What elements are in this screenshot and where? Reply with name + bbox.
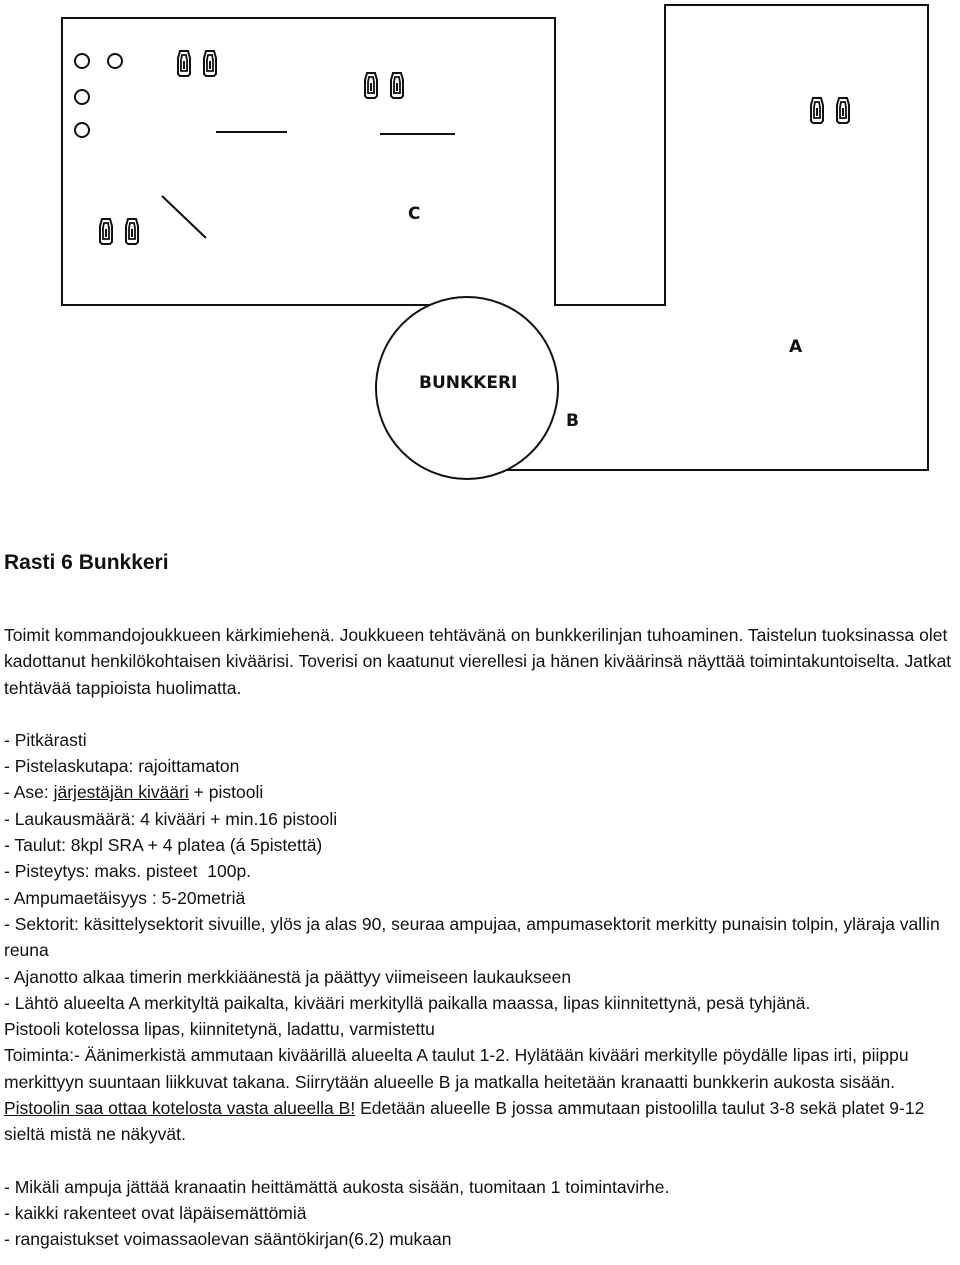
rule-max-score: - Pisteytys: maks. pisteet 100p. <box>4 861 252 882</box>
rule-weapon <box>4 779 954 805</box>
weapon-suffix: + pistooli <box>188 782 264 803</box>
zone-b-label: B <box>566 411 579 431</box>
zone-c-label: C <box>408 204 421 224</box>
weapon-underlined: järjestäjän kivääri <box>53 782 189 803</box>
rule-pistol: Pistooli kotelossa lipas, kiinnitetynä, ladattu, varmistettu <box>4 1019 435 1040</box>
weapon-prefix: - Ase: <box>4 782 54 803</box>
procedure-part3: Edetään alueelle B jossa ammutaan pistoolilla taulut 3-8 sekä platet 9-12 sieltä mistä ne näkyvät. <box>4 1098 925 1145</box>
penalty-rulebook: - rangaistukset voimassaolevan sääntökirjan(6.2) mukaan <box>4 1229 452 1250</box>
penalty-grenade: - Mikäli ampuja jättää kranaatin heittämättä aukosta sisään, tuomitaan 1 toimintavirhe. <box>4 1176 670 1197</box>
rule-start: - Lähtö alueelta A merkityltä paikalta, kivääri merkityllä paikalla maassa, lipas kiinnitettynä, pesä tyhjänä. <box>4 992 811 1013</box>
intro-text: Toimit kommandojoukkueen kärkimiehenä. Joukkueen tehtävänä on bunkkerilinjan tuhoaminen. Taistelun tuoksinassa olet kadottanut henkilökohtaisen kiväärisi. Toverisi on kaatunut vierellesi ja hänen kiväärinsä näyttää toimintakuntoiselta. Jatkat tehtävää tappioista huolimatta. <box>4 625 952 698</box>
bunker-label: BUNKKERI <box>419 373 518 393</box>
procedure-underlined: Pistoolin saa ottaa kotelosta vasta alueella B! <box>4 1098 356 1119</box>
stage-title: Rasti 6 Bunkkeri <box>4 551 169 574</box>
rule-timing: - Ajanotto alkaa timerin merkkiäänestä ja päättyy viimeiseen laukaukseen <box>4 966 572 987</box>
rule-type: - Pitkärasti <box>4 729 87 750</box>
rule-rounds: - Laukausmäärä: 4 kivääri + min.16 pistooli <box>4 808 338 829</box>
penalty-structures: - kaikki rakenteet ovat läpäisemättömiä <box>4 1202 307 1223</box>
rule-distance: - Ampumaetäisyys : 5-20metriä <box>4 887 246 908</box>
zone-a-label: A <box>789 337 803 357</box>
rule-scoring: - Pistelaskutapa: rajoittamaton <box>4 756 240 777</box>
procedure-part1: Toiminta:- Äänimerkistä ammutaan kiväärillä alueelta A taulut 1-2. Hylätään kivääri merkitylle pöydälle lipas irti, piippu merkittyyn suuntaan liikkuvat takana. Siirrytään alueelle B ja matkalla heitetään kranaatti bunkkerin aukosta sisään. <box>4 1045 909 1092</box>
rule-sectors: - Sektorit: käsittelysektorit sivuille, ylös ja alas 90, seuraa ampujaa, ampumasektorit merkitty punaisin tolpin, yläraja vallin reuna <box>4 913 940 961</box>
stage-diagram <box>0 0 960 500</box>
steel-plate-icon <box>75 54 122 137</box>
procedure-text <box>4 1042 954 1147</box>
barrier-line <box>162 196 206 238</box>
stage-description <box>4 548 954 1253</box>
pistol-target-icon <box>100 51 849 244</box>
rule-targets: - Taulut: 8kpl SRA + 4 platea (á 5pistettä) <box>4 835 323 856</box>
